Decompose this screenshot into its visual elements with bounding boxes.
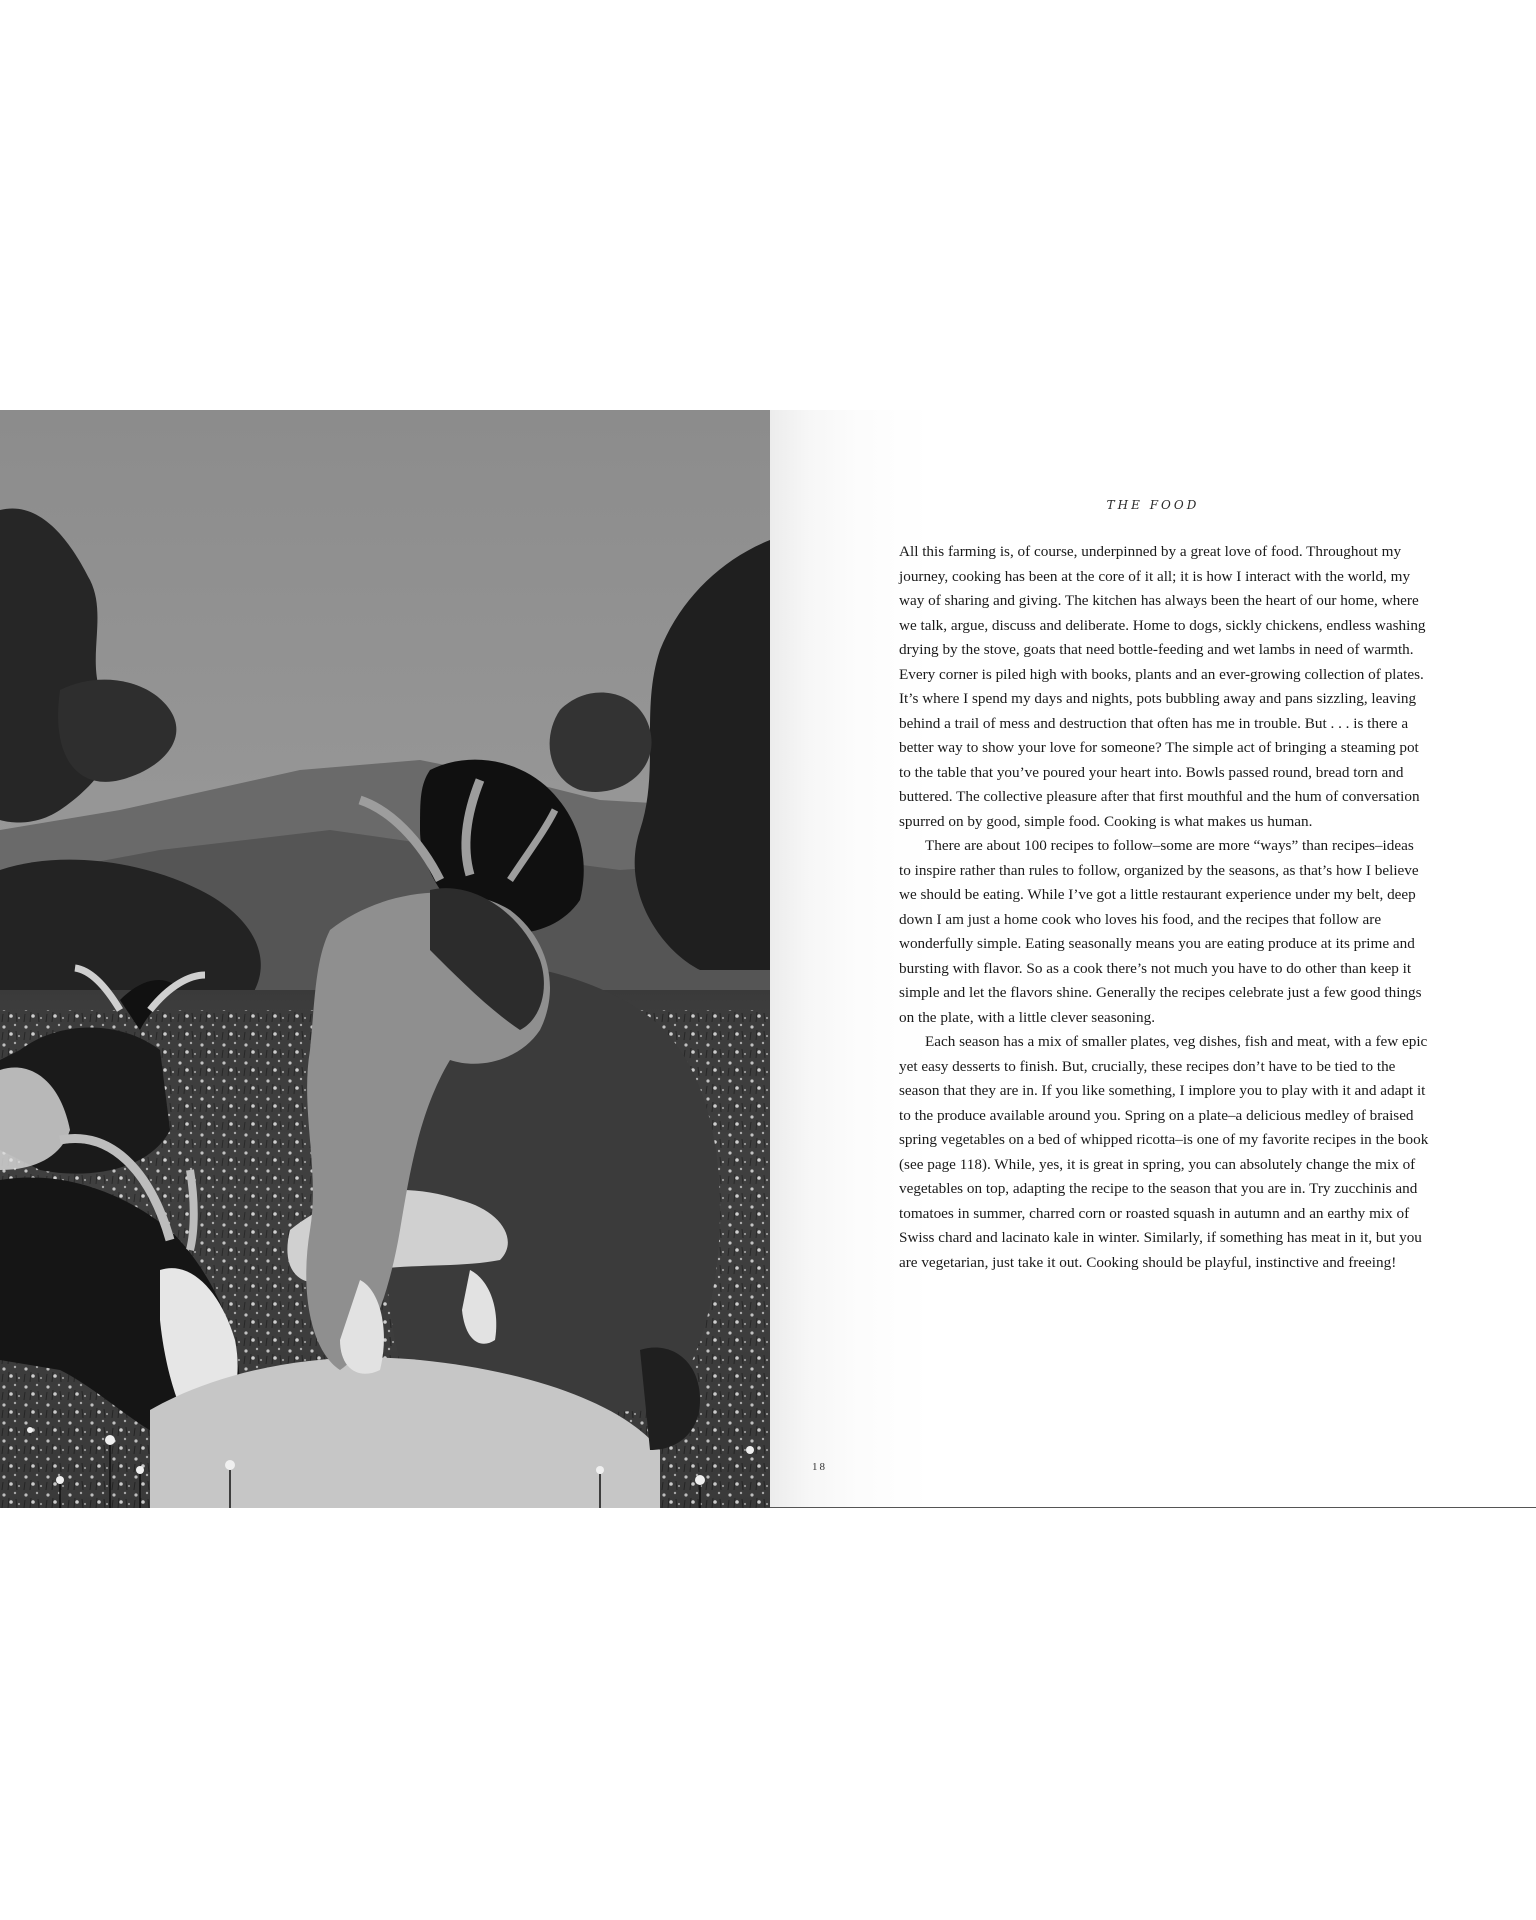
body-text bbox=[899, 540, 1429, 1275]
paragraph-2: There are about 100 recipes to follow–some are more “ways” than recipes–ideas to inspire rather than rules to follow, organized by the seasons, as that’s how I believe we should be eating. While I’ve got a little restaurant experience under my belt, deep down I am just a home cook who loves his food, and the recipes that follow are wonderfully simple. Eating seasonally means you are eating produce at its prime and bursting with flavor. So as a cook there’s not much you have to do other than keep it simple and let the flavors shine. Generally the recipes celebrate just a few good things on the plate, with a little clever seasoning. bbox=[899, 837, 1422, 1026]
text-page bbox=[770, 410, 1536, 1508]
farm-photo bbox=[0, 410, 770, 1508]
book-spread bbox=[0, 410, 1536, 1508]
page-edge-rule bbox=[770, 1507, 1536, 1508]
page-number: 18 bbox=[812, 1461, 827, 1473]
running-head: THE FOOD bbox=[1106, 498, 1200, 512]
paragraph-3: Each season has a mix of smaller plates, veg dishes, fish and meat, with a few epic yet easy desserts to finish. But, crucially, these recipes don’t have to be tied to the season that they are in. If you like something, I implore you to play with it and adapt it to the produce available around you. Spring on a plate–a delicious medley of braised spring vegetables on a bed of whipped ricotta–is one of my favorite recipes in the book (see page 118). While, yes, it is great in spring, you can absolutely change the mix of vegetables on top, adapting the recipe to the season that you are in. Try zucchinis and tomatoes in summer, charred corn or roasted squash in autumn and an earthy mix of Swiss chard and lacinato kale in winter. Similarly, if something has meat in it, but you are vegetarian, just take it out. Cooking should be playful, instinctive and freeing! bbox=[899, 1033, 1429, 1271]
paragraph-1: All this farming is, of course, underpinned by a great love of food. Throughout my journey, cooking has been at the core of it all; it is how I interact with the world, my way of sharing and giving. The kitchen has always been the heart of our home, where we talk, argue, discuss and deliberate. Home to dogs, sickly chickens, endless washing drying by the stove, goats that need bottle-feeding and wet lambs in need of warmth. Every corner is piled high with books, plants and an ever-growing collection of plates. It’s where I spend my days and nights, pots bubbling away and pans sizzling, leaving behind a trail of mess and destruction that often has me in trouble. But . . . is there a better way to show your love for someone? The simple act of bringing a steaming pot to the table that you’ve poured your heart into. Bowls passed round, bread torn and buttered. The collective pleasure after that first mouthful and the hum of conversation spurred on by good, simple food. Cooking is what makes us human. bbox=[899, 543, 1426, 830]
